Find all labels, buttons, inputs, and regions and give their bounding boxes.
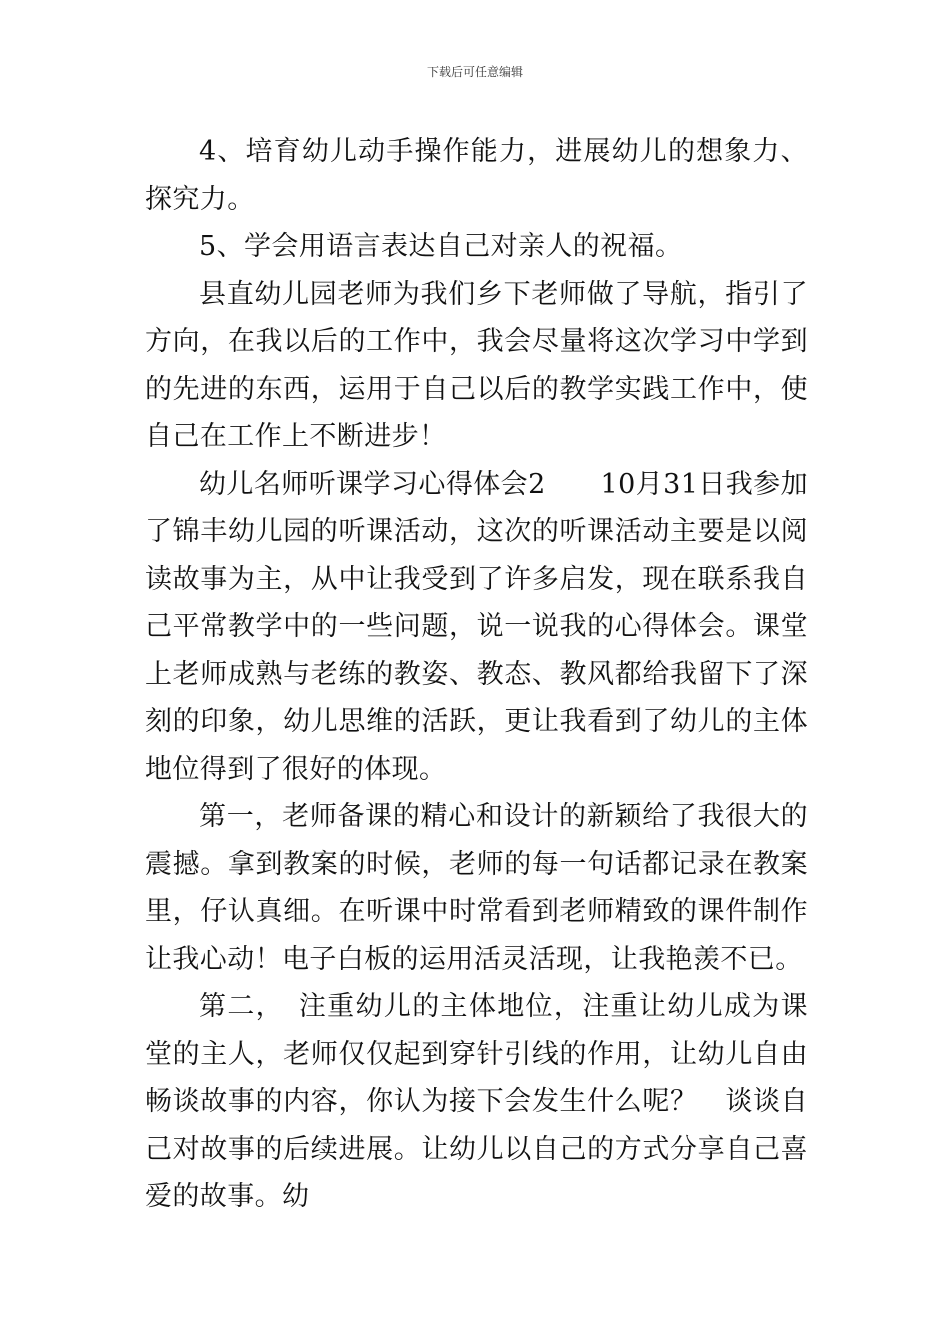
paragraph-point-one: 第一，老师备课的精心和设计的新颖给了我很大的震撼。拿到教案的时候，老师的每一句话都记录在教案里，仔认真细。在听课中时常看到老师精致的课件制作让我心动！电子白板的运用活灵活现，让我艳羡不已。: [145, 801, 808, 975]
document-body: [145, 128, 808, 1221]
paragraph-essay-2-intro: 幼儿名师听课学习心得体会2 10月31日我参加了锦丰幼儿园的听课活动，这次的听课活动主要是以阅读故事为主，从中让我受到了许多启发，现在联系我自己平常教学中的一些问题，说一说我的心得体会。课堂上老师成熟与老练的教姿、教态、教风都给我留下了深刻的印象，幼儿思维的活跃，更让我看到了幼儿的主体地位得到了很好的体现。: [145, 468, 808, 785]
paragraph-point-two: 第二， 注重幼儿的主体地位，注重让幼儿成为课堂的主人，老师仅仅起到穿针引线的作用，让幼儿自由畅谈故事的内容，你认为接下会发生什么呢？ 谈谈自己对故事的后续进展。让幼儿以自己的方式分享自己喜爱的故事。幼: [145, 991, 808, 1212]
paragraph-reflection: 县直幼儿园老师为我们乡下老师做了导航，指引了方向，在我以后的工作中，我会尽量将这次学习中学到的先进的东西，运用于自己以后的教学实践工作中，使自己在工作上不断进步！: [145, 278, 808, 452]
paragraph-goal-5: 5、学会用语言表达自己对亲人的祝福。: [199, 231, 683, 262]
paragraph-goal-4: 4、培育幼儿动手操作能力，进展幼儿的想象力、探究力。: [145, 136, 808, 215]
page-header: 下载后可任意编辑: [426, 65, 523, 79]
